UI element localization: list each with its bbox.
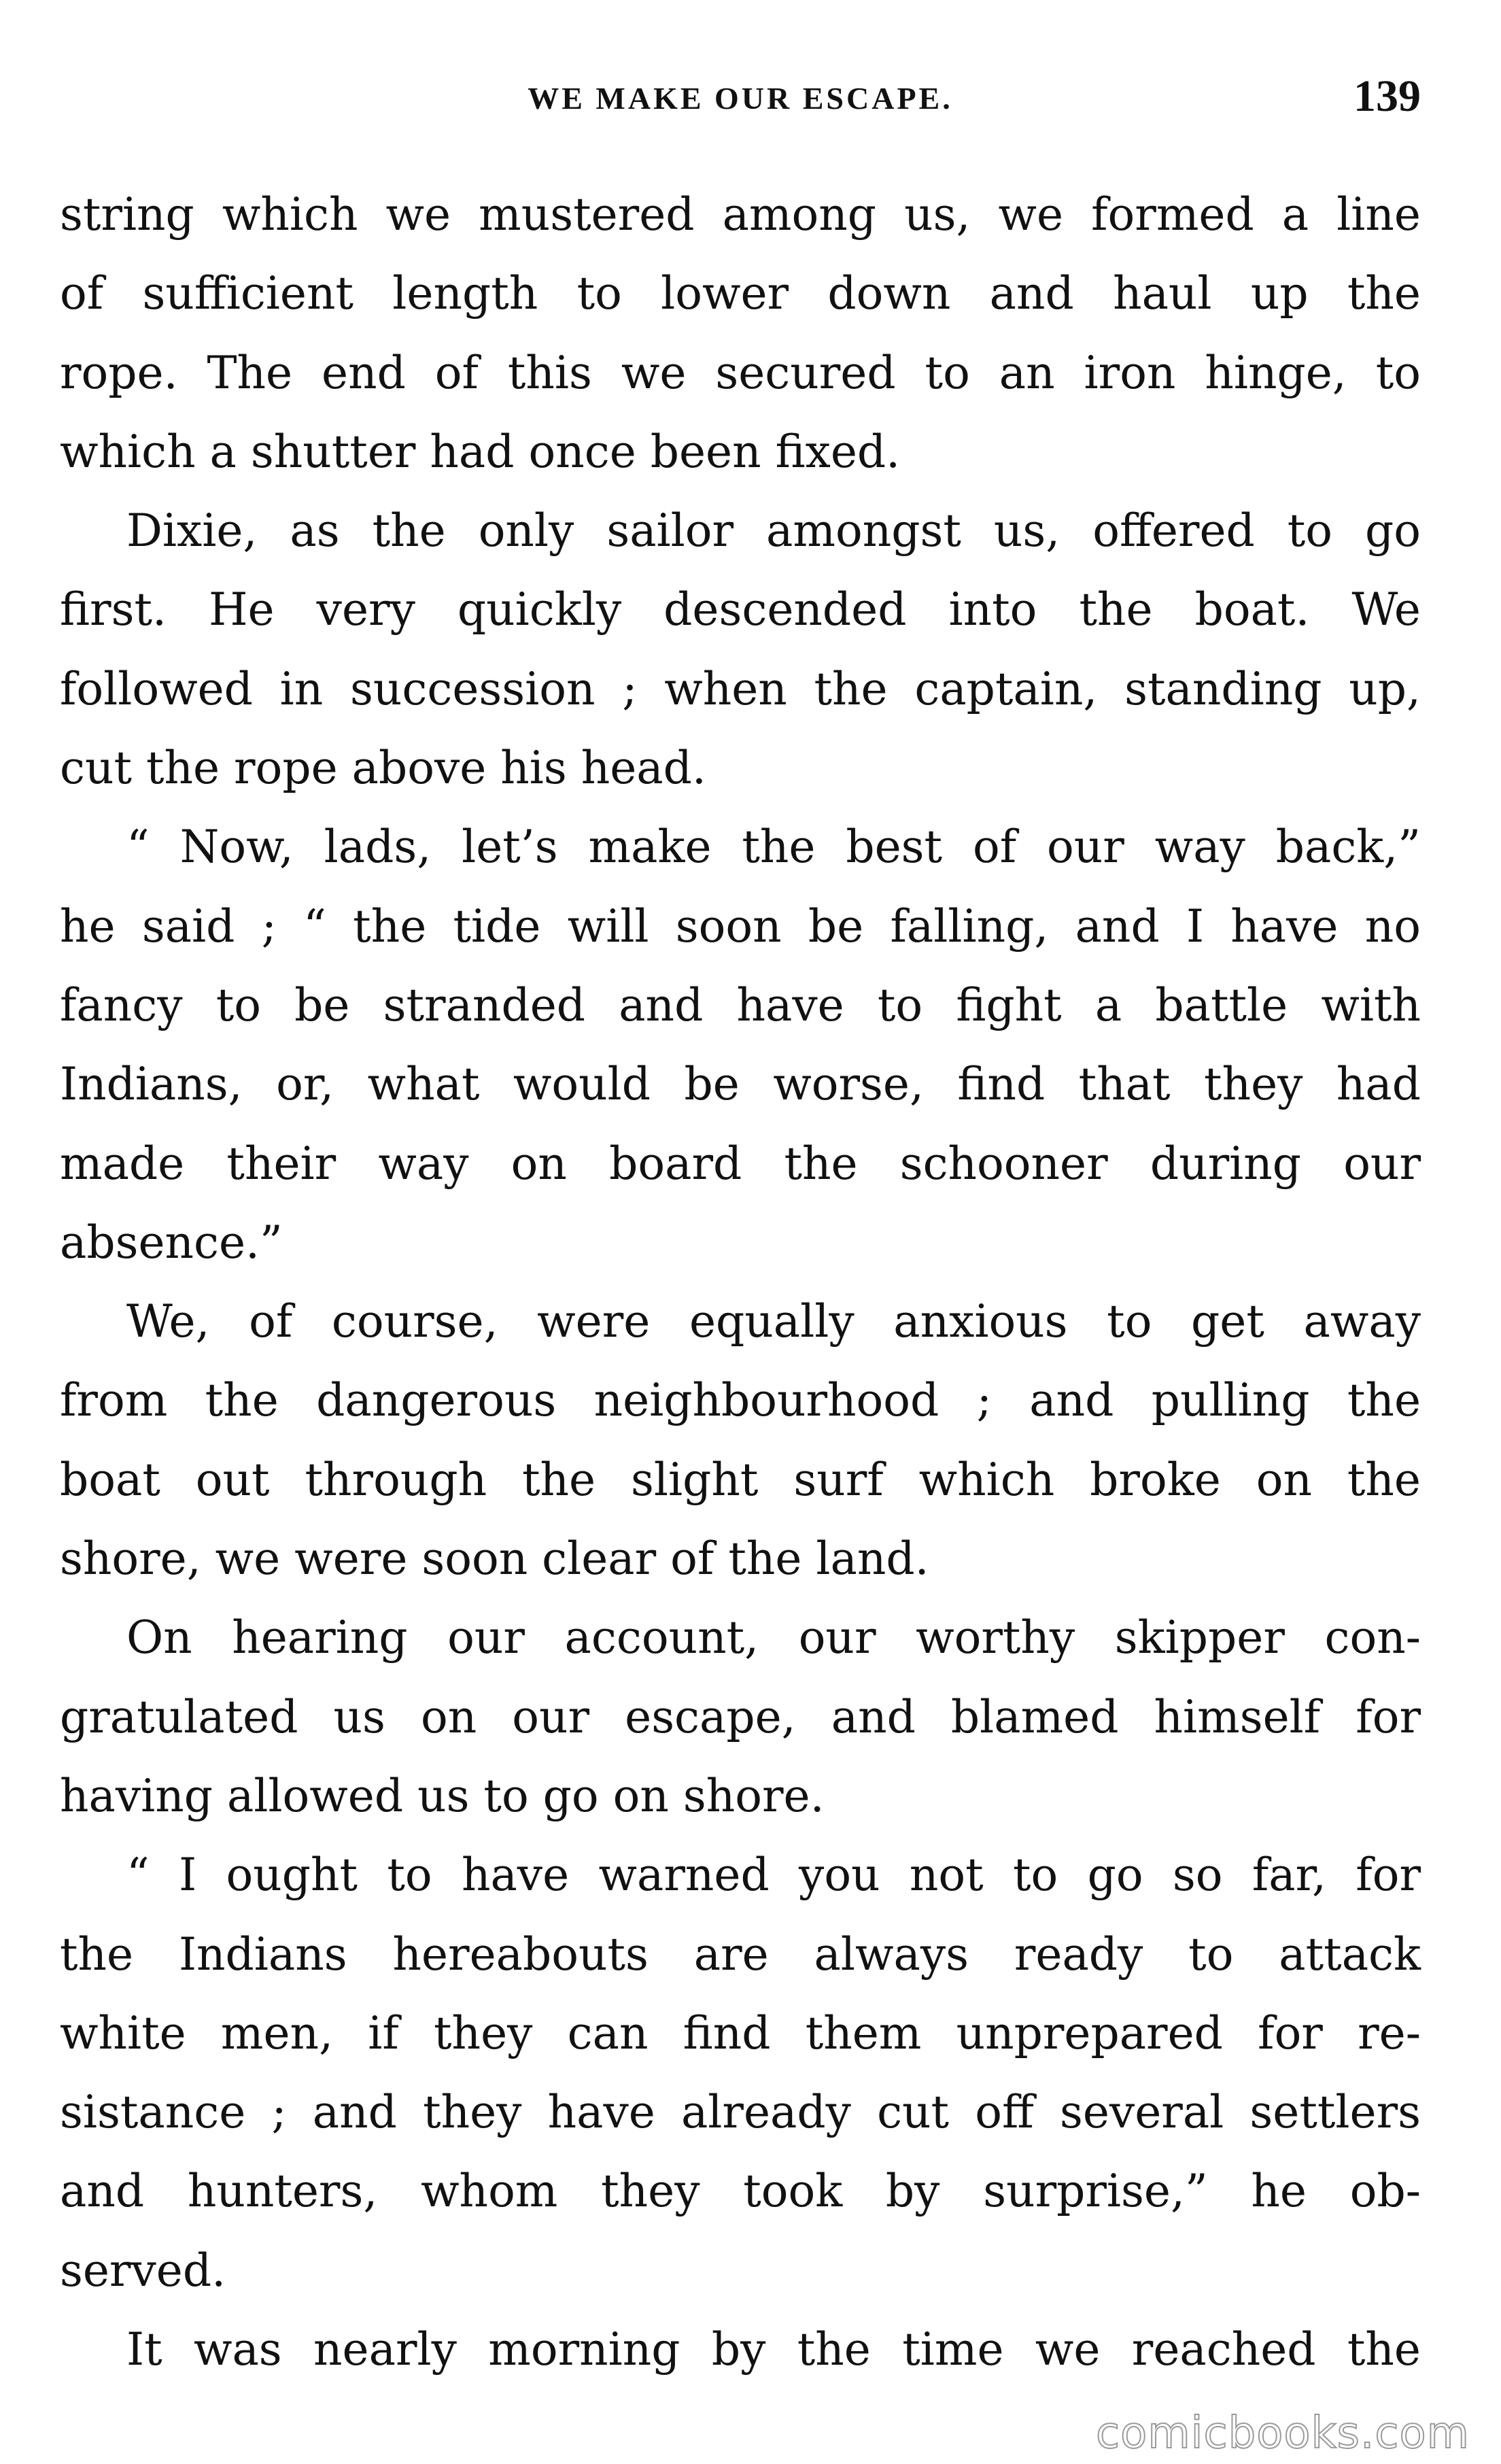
text-line: from the dangerous neighbourhood ; and pulling the xyxy=(60,1374,1421,1427)
text-line: We, of course, were equally anxious to get away xyxy=(126,1295,1421,1348)
text-line: string which we mustered among us, we formed a line xyxy=(60,188,1421,241)
text-line: gratulated us on our escape, and blamed himself for xyxy=(60,1690,1421,1743)
text-line: and hunters, whom they took by surprise,” he ob- xyxy=(60,2165,1421,2218)
text-line: rope. The end of this we secured to an iron hinge, to xyxy=(60,346,1421,399)
text-line: boat out through the slight surf which broke on the xyxy=(60,1453,1421,1506)
text-line: fancy to be stranded and have to fight a battle with xyxy=(60,978,1421,1031)
text-line: absence.” xyxy=(60,1216,283,1269)
text-line: the Indians hereabouts are always ready to attack xyxy=(60,1928,1421,1981)
text-line: white men, if they can find them unprepared for re- xyxy=(60,2006,1421,2059)
body-text xyxy=(60,175,1421,2389)
text-line: shore, we were soon clear of the land. xyxy=(60,1533,929,1586)
text-line: served. xyxy=(60,2244,226,2297)
text-line: having allowed us to go on shore. xyxy=(60,1769,825,1822)
text-line: he said ; “ the tide will soon be falling, and I have no xyxy=(60,900,1421,953)
text-line: made their way on board the schooner during our xyxy=(60,1137,1421,1190)
text-line: It was nearly morning by the time we reached the xyxy=(126,2323,1421,2376)
watermark-logo: comicbooks.com xyxy=(1095,2408,1470,2459)
text-line: which a shutter had once been fixed. xyxy=(60,425,901,478)
text-line: “ I ought to have warned you not to go so far, for xyxy=(126,1849,1421,1902)
text-line: On hearing our account, our worthy skipper con- xyxy=(126,1611,1421,1664)
text-line: Dixie, as the only sailor amongst us, offered to go xyxy=(126,504,1421,558)
text-line: of sufficient length to lower down and haul up the xyxy=(60,267,1421,320)
text-line: first. He very quickly descended into the boat. We xyxy=(60,583,1421,636)
running-title: WE MAKE OUR ESCAPE. xyxy=(528,81,953,116)
text-line: followed in succession ; when the captain, standing up, xyxy=(60,662,1421,715)
running-head xyxy=(60,68,1421,122)
text-line: cut the rope above his head. xyxy=(60,742,706,795)
page-number: 139 xyxy=(1353,71,1421,121)
text-line: “ Now, lads, let’s make the best of our way back,” xyxy=(126,821,1421,874)
text-line: Indians, or, what would be worse, find that they had xyxy=(60,1058,1421,1111)
text-line: sistance ; and they have already cut off several settlers xyxy=(60,2086,1421,2139)
